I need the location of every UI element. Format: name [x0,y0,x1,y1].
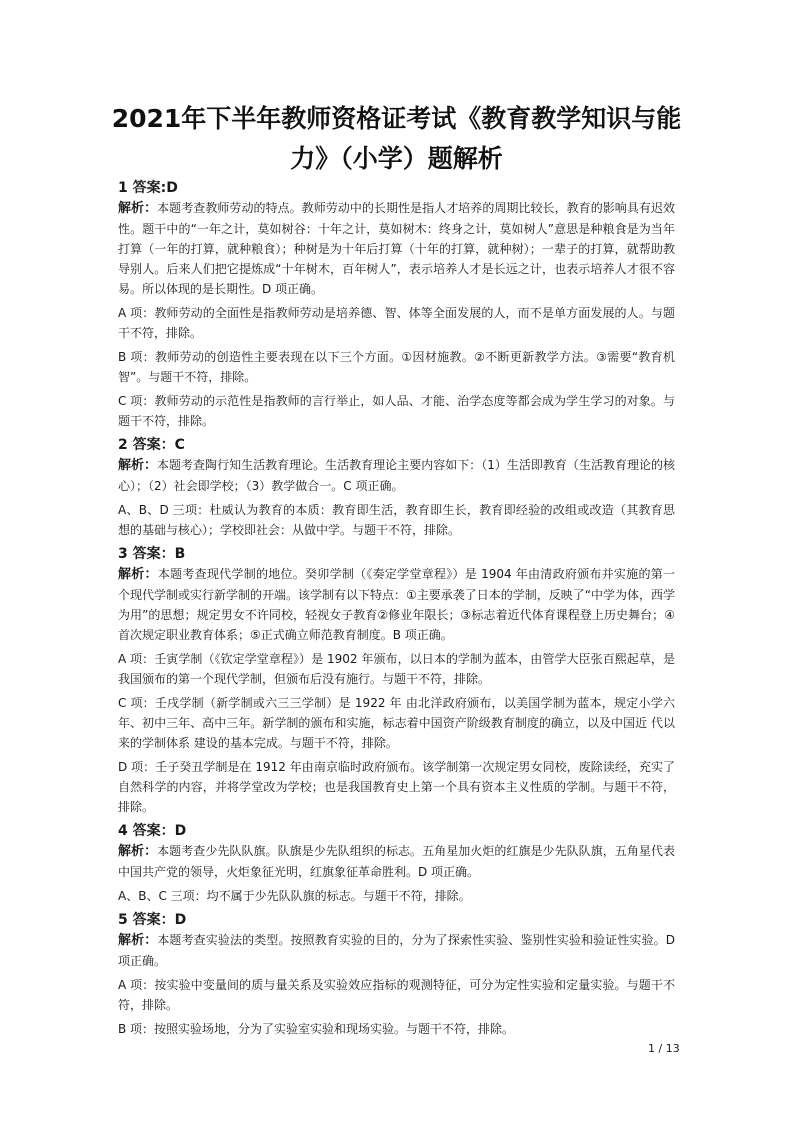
paragraph-text: 本题考查教师劳动的特点。教师劳动中的长期性是指人才培养的周期比较长，教育的影响具有迟效性。题干中的“一年之计，莫如树谷：十年之计，莫如树木：终身之计，莫如树人”意思是种粮食是为当年打算（一年的打算，就种粮食）；种树是为十年后打算（十年的打算，就种树）；一辈子的打算，就帮助教导别人。后来人们把它提炼成“十年树木，百年树人”，表示培养人才是长远之计，也表示培养人才很不容易。所以体现的是长期性。D 项正确。 [118,201,675,296]
answer-heading: 2 答案：C [118,437,185,453]
paragraph-text: 本题考查陶行知生活教育理论。生活教育理论主要内容如下：（1）生活即教育（生活教育理论的核心）；（2）社会即学校；（3）教学做合一。C 项正确。 [118,458,675,493]
analysis-label: 解析： [118,844,158,859]
document-title-line-1: 2021年下半年教师资格证考试《教育教学知识与能 [111,104,682,133]
analysis-paragraph [118,564,675,645]
analysis-paragraph [118,198,675,299]
analysis-paragraph [118,455,675,496]
option-paragraph [118,303,675,343]
analysis-paragraph [118,930,675,971]
answer-heading: 1 答案:D [118,180,178,196]
option-paragraph [118,391,675,431]
answer-heading: 4 答案：D [118,823,187,839]
paragraph-text: A 项：按实验中变量间的质与量关系及实验效应指标的观测特征，可分为定性实验和定量实验。与题干不符，排除。 [118,978,675,1012]
option-paragraph [118,649,675,689]
analysis-label: 解析： [118,458,158,473]
analysis-label: 解析： [118,201,158,216]
answer-heading: 3 答案：B [118,546,186,562]
paragraph-text: D 项：壬子癸丑学制是在 1912 年由南京临时政府颁布。该学制第一次规定男女同校，废除读经，充实了自然科学的内容，并将学堂改为学校；也是我国教育史上第一个具有资本主义性质的学制。与题干不符，排除。 [118,760,675,814]
paragraph-text: 本题考查实验法的类型。按照教育实验的目的，分为了探索性实验、鉴别性实验和验证性实验。D 项正确。 [118,933,675,968]
paragraph-text: A、B、D 三项：杜威认为教育的本质：教育即生活，教育即生长，教育即经验的改组或改造（其教育思想的基础与核心）；学校即社会：从做中学。与题干不符，排除。 [118,503,675,537]
option-paragraph [118,500,675,540]
document-body [118,178,675,1043]
paragraph-text: A 项：教师劳动的全面性是指教师劳动是培养德、智、体等全面发展的人，而不是单方面发展的人。与题干不符，排除。 [118,306,675,340]
option-paragraph [118,1019,675,1039]
document-title-line-2: 力》（小学）题解析 [290,144,503,173]
paragraph-text: C 项：壬戌学制（新学制或六三三学制）是 1922 年 由北洋政府颁布，以美国学制为蓝本，规定小学六年、初中三年、高中三年。新学制的颁布和实施，标志着中国资产阶级教育制度的确立，以及中国近 代以来的学制体系 建设的基本完成。与题干不符，排除。 [118,696,675,750]
page-number: 1 / 13 [648,1042,680,1055]
option-paragraph [118,886,675,906]
answer-heading: 5 答案：D [118,912,187,928]
paragraph-text: B 项：教师劳动的创造性主要表现在以下三个方面。①因材施教。②不断更新教学方法。③需要“教育机智”。与题干不符，排除。 [118,350,675,384]
paragraph-text: A 项：壬寅学制（《钦定学堂章程》）是 1902 年颁布，以日本的学制为蓝本，由管学大臣张百熙起草，是我国颁布的第一个现代学制，但颁布后没有施行。与题干不符，排除。 [118,652,675,686]
option-paragraph [118,693,675,753]
paragraph-text: C 项：教师劳动的示范性是指教师的言行举止，如人品、才能、治学态度等都会成为学生学习的对象。与题干不符，排除。 [118,394,675,428]
paragraph-text: B 项：按照实验场地，分为了实验室实验和现场实验。与题干不符，排除。 [118,1022,515,1036]
analysis-label: 解析： [118,933,158,948]
option-paragraph [118,975,675,1015]
option-paragraph [118,757,675,817]
paragraph-text: 本题考查现代学制的地位。癸卯学制（《奏定学堂章程》）是 1904 年由清政府颁布并实施的第一个现代学制或实行新学制的开端。该学制有以下特点：①主要承袭了日本的学制，反映了“中学为体，西学为用”的思想；规定男女不许同校，轻视女子教育②修业年限长；③标志着近代体育课程登上历史舞台；④首次规定职业教育体系；⑤正式确立师范教育制度。B 项正确。 [118,567,675,642]
option-paragraph [118,347,675,387]
paragraph-text: 本题考查少先队队旗。队旗是少先队组织的标志。五角星加火炬的红旗是少先队队旗，五角星代表中国共产党的领导，火炬象征光明，红旗象征革命胜利。D 项正确。 [118,844,675,879]
analysis-paragraph [118,841,675,882]
analysis-label: 解析： [118,567,158,582]
paragraph-text: A、B、C 三项：均不属于少先队队旗的标志。与题干不符，排除。 [118,889,471,903]
